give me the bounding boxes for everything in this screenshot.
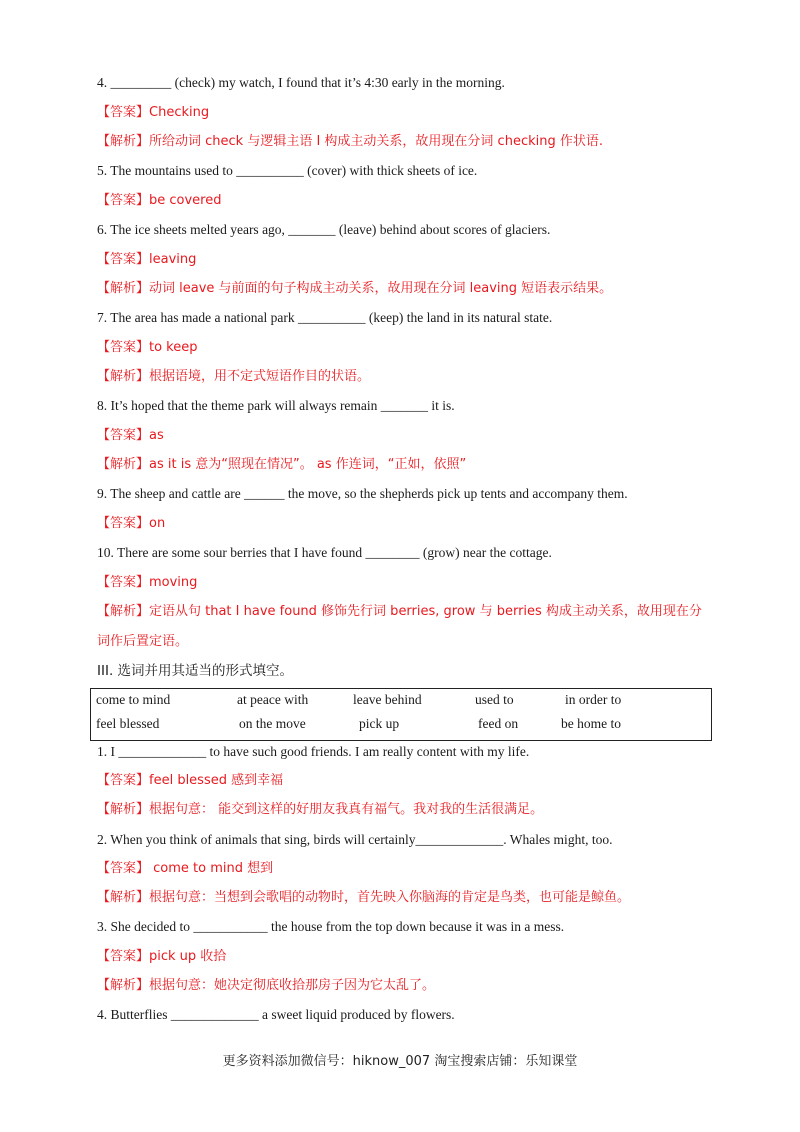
word-box bbox=[90, 688, 712, 741]
word-box-item: used to bbox=[475, 692, 514, 707]
word-box-item: be home to bbox=[561, 716, 621, 731]
analysis-iii-2: 【解析】根据句意：当想到会歌唱的动物时，首先映入你脑海的肯定是鸟类，也可能是鲸鱼。 bbox=[97, 890, 631, 905]
analysis-10: 【解析】定语从句 that I have found 修饰先行词 berries, grow 与 berries 构成主动关系，故用现在分词作后置定语。 bbox=[97, 604, 702, 649]
question-9: 9. The sheep and cattle are ______ the move, so the shepherds pick up tents and accompany them. bbox=[97, 486, 628, 501]
question-10: 10. There are some sour berries that I have found ________ (grow) near the cottage. bbox=[97, 545, 552, 560]
word-box-item: leave behind bbox=[353, 692, 422, 707]
question-iii-1: 1. I _____________ to have such good friends. I am really content with my life. bbox=[97, 744, 530, 759]
answer-4: 【答案】Checking bbox=[97, 105, 210, 120]
word-box-item: in order to bbox=[565, 692, 622, 707]
analysis-6: 【解析】动词 leave 与前面的句子构成主动关系，故用现在分词 leaving 短语表示结果。 bbox=[97, 281, 613, 296]
word-box-item: feel blessed bbox=[96, 716, 160, 731]
question-iii-4: 4. Butterflies _____________ a sweet liquid produced by flowers. bbox=[97, 1007, 455, 1022]
word-box-item: pick up bbox=[359, 716, 400, 731]
analysis-iii-1: 【解析】根据句意： 能交到这样的好朋友我真有福气。我对我的生活很满足。 bbox=[97, 802, 544, 817]
question-iii-2: 2. When you think of animals that sing, birds will certainly_____________. Whales might, too. bbox=[97, 832, 613, 847]
answer-5: 【答案】be covered bbox=[97, 193, 222, 208]
analysis-8: 【解析】as it is 意为“照现在情况”。 as 作连词，“正如，依照” bbox=[97, 457, 467, 472]
answer-iii-3: 【答案】pick up 收拾 bbox=[97, 949, 227, 964]
answer-7: 【答案】to keep bbox=[97, 340, 198, 355]
word-box-item: feed on bbox=[478, 716, 519, 731]
page-footer: 更多资料添加微信号：hiknow_007 淘宝搜索店铺：乐知课堂 bbox=[222, 1054, 578, 1069]
answer-iii-2: 【答案】 come to mind 想到 bbox=[97, 861, 274, 876]
section-title: III. 选词并用其适当的形式填空。 bbox=[97, 663, 294, 679]
answer-9: 【答案】on bbox=[97, 516, 166, 531]
answer-8: 【答案】as bbox=[97, 428, 164, 443]
answer-iii-1: 【答案】feel blessed 感到幸福 bbox=[97, 773, 284, 788]
analysis-iii-3: 【解析】根据句意：她决定彻底收拾那房子因为它太乱了。 bbox=[97, 978, 436, 993]
question-4: 4. _________ (check) my watch, I found that it’s 4:30 early in the morning. bbox=[97, 75, 505, 90]
question-8: 8. It’s hoped that the theme park will always remain _______ it is. bbox=[97, 398, 455, 413]
question-5: 5. The mountains used to __________ (cover) with thick sheets of ice. bbox=[97, 163, 478, 178]
analysis-7: 【解析】根据语境，用不定式短语作目的状语。 bbox=[97, 369, 371, 384]
answer-10: 【答案】moving bbox=[97, 575, 198, 590]
analysis-4: 【解析】所给动词 check 与逻辑主语 I 构成主动关系，故用现在分词 checking 作状语. bbox=[97, 134, 603, 149]
word-box-item: come to mind bbox=[96, 692, 171, 707]
word-box-item: at peace with bbox=[237, 692, 309, 707]
question-iii-3: 3. She decided to ___________ the house from the top down because it was in a mess. bbox=[97, 919, 565, 934]
question-6: 6. The ice sheets melted years ago, _______ (leave) behind about scores of glaciers. bbox=[97, 222, 551, 237]
word-box-item: on the move bbox=[239, 716, 306, 731]
answer-6: 【答案】leaving bbox=[97, 252, 197, 267]
question-7: 7. The area has made a national park __________ (keep) the land in its natural state. bbox=[97, 310, 553, 325]
